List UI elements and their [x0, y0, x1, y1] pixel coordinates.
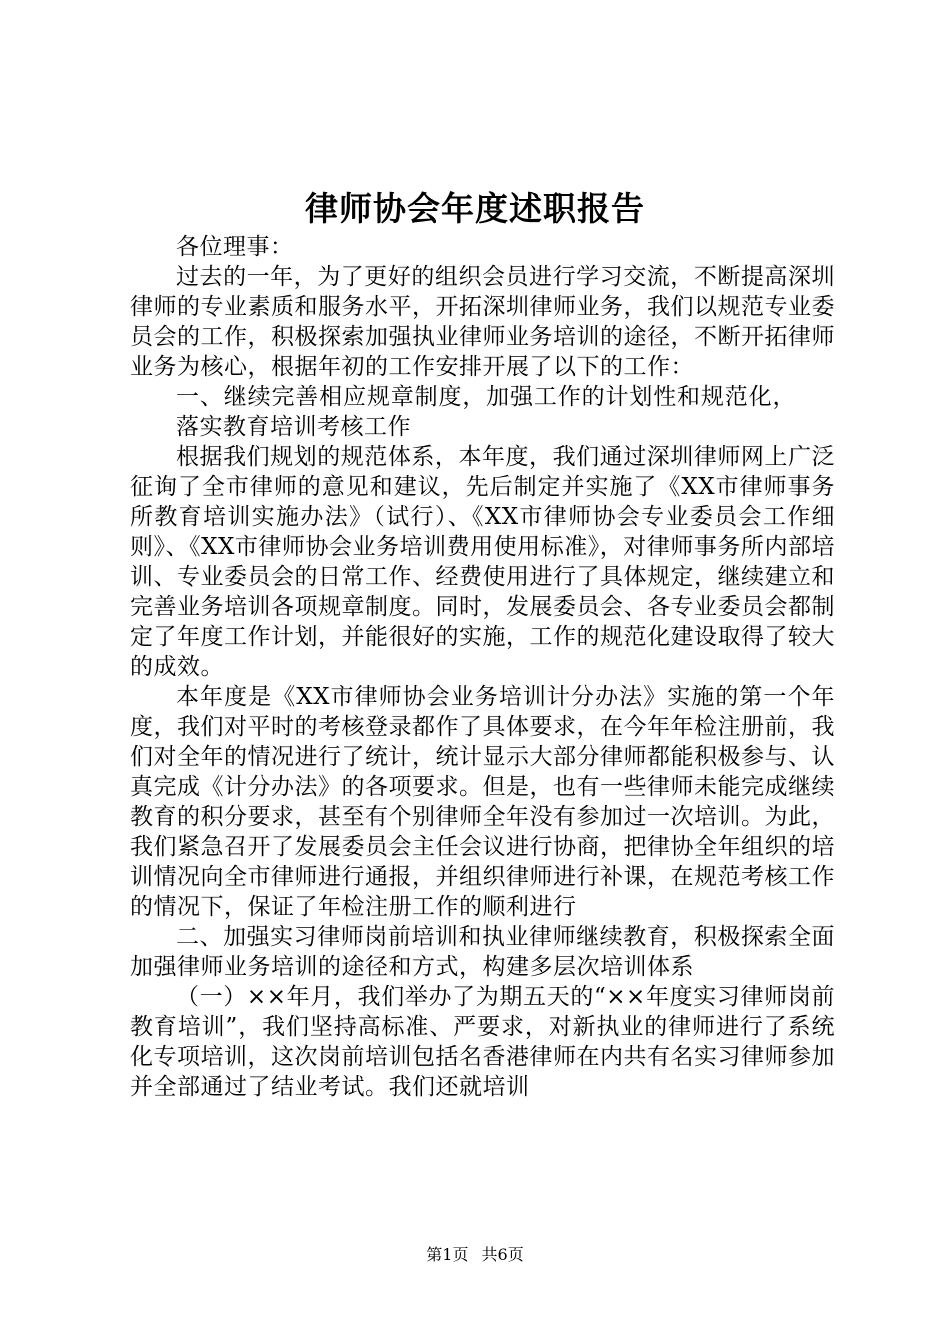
body-paragraph: （一）××年月，我们举办了为期五天的“××年度实习律师岗前教育培训”，我们坚持高标准、严要求，对新执业的律师进行了系统化专项培训，这次岗前培训包括名香港律师在内共有名实习律师参加并全部通过了结业考试。我们还就培训 — [130, 984, 835, 1100]
document-body — [130, 232, 835, 1102]
page-footer — [0, 1242, 950, 1265]
salutation-paragraph: 各位理事： — [176, 234, 294, 260]
body-paragraph: 本年度是《XX市律师协会业务培训计分办法》实施的第一个年度，我们对平时的考核登录都作了具体要求，在今年年检注册前，我们对全年的情况进行了统计，统计显示大部分律师都能积极参与、认真完成《计分办法》的各项要求。但是，也有一些律师未能完成继续教育的积分要求，甚至有个别律师全年没有参加过一次培训。为此，我们紧急召开了发展委员会主任会议进行协商，把律协全年组织的培训情况向全市律师进行通报，并组织律师进行补课，在规范考核工作的情况下，保证了年检注册工作的顺利进行 — [130, 684, 835, 920]
body-paragraph: 根据我们规划的规范体系，本年度，我们通过深圳律师网上广泛征询了全市律师的意见和建议，先后制定并实施了《XX市律师事务所教育培训实施办法》（试行）、《XX市律师协会专业委员会工作细则》、《XX市律师协会业务培训费用使用标准》，对律师事务所内部培训、专业委员会的日常工作、经费使用进行了具体规定，继续建立和完善业务培训各项规章制度。同时，发展委员会、各专业委员会都制定了年度工作计划，并能很好的实施，工作的规范化建设取得了较大的成效。 — [130, 444, 835, 680]
intro-paragraph: 过去的一年，为了更好的组织会员进行学习交流，不断提高深圳律师的专业素质和服务水平，开拓深圳律师业务，我们以规范专业委员会的工作，积极探索加强执业律师业务培训的途径，不断开拓律师业务为核心，根据年初的工作安排开展了以下的工作： — [130, 264, 835, 380]
page-total: 共6页 — [481, 1245, 524, 1264]
page-number: 第1页 — [426, 1245, 469, 1264]
section-heading-1: 一、继续完善相应规章制度，加强工作的计划性和规范化，落实教育培训考核工作 — [176, 384, 796, 440]
section-heading-2: 二、加强实习律师岗前培训和执业律师继续教育，积极探索全面加强律师业务培训的途径和方式，构建多层次培训体系 — [130, 924, 835, 980]
document-title: 律师协会年度述职报告 — [305, 189, 645, 228]
